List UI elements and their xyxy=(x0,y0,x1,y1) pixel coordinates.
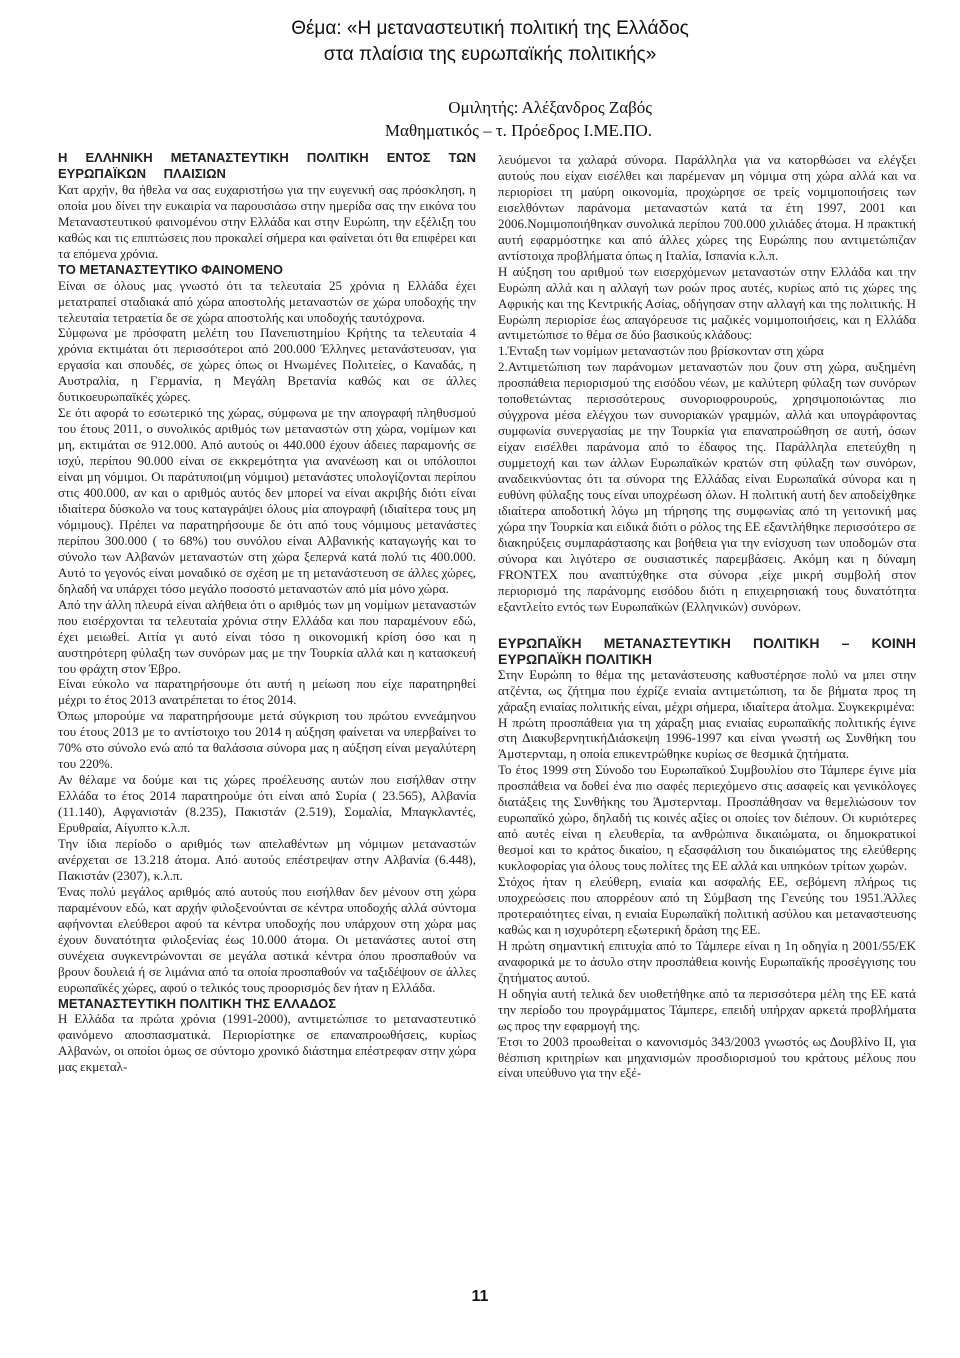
paragraph: Είναι σε όλους μας γνωστό ότι τα τελευταία 25 χρόνια η Ελλάδα έχει μετατραπεί σταδιακά από χώρα αποστολής μεταναστών σε χώρα υποδοχής την τελευταία τετραετία δε σε χώρα αποστολής και υποδοχής ταυτόχρονα. xyxy=(58,277,476,325)
paragraph: λευόμενοι τα χαλαρά σύνορα. Παράλληλα για να κατορθώσει να ελέγξει αυτούς που είχαν εισέλθει και παρέμεναν μη νόμιμα στη χώρα αλλά και να περιορίσει τη μαύρη οικονομία, προχώρησε σε τρείς νομιμοποιήσεις των εισελθόντων παράνομα μεταναστών κατά τα έτη 1997, 2001 και 2006.Νομιμοποιήθηκαν συνολικά περίπου 700.000 χιλιάδες άτομα. Η πρακτική αυτή εφαρμόστηκε και από άλλες χώρες της Ευρώπης που αντιμετώπιζαν αντίστοιχα προβλήματα όπως η Ιταλία, Ισπανία κ.λ.π. xyxy=(498,152,916,263)
page-number: 11 xyxy=(471,1288,489,1305)
paragraph: Όπως μπορούμε να παρατηρήσουμε μετά σύγκριση του πρώτου εννεάμηνου του έτους 2013 με το αντίστοιχο του 2014 η αύξηση φαίνεται να υπερβαίνει το 70% στο σύνολο ενώ από τα θαλάσσια σύνορα μας η αύξηση είναι μεγαλύτερη του 220%. xyxy=(58,708,476,772)
speaker-role: Μαθηματικός – τ. Πρόεδρος Ι.ΜΕ.ΠΟ. xyxy=(384,121,652,140)
paragraph: Η πρώτη προσπάθεια για τη χάραξη μιας ενιαίας ευρωπαϊκής πολιτικής έγινε στη ΔιακυβερνητικήΔιάσκεψη 1996-1997 και είναι γνωστή ως Συνθήκη του Άμστερνταμ, η οποία επικεντρώθηκε κυρίως σε θεσμικά ζητήματα. xyxy=(498,714,916,762)
paragraph: Από την άλλη πλευρά είναι αλήθεια ότι ο αριθμός των μη νομίμων μεταναστών που εισέρχονται τα τελευταία χρόνια στην Ελλάδα και που παραμένουν εδώ, έχει μειωθεί. Αιτία γι αυτό είναι τόσο η οικονομική κρίση όσο και η αυστηρότερη φύλαξη των συνόρων μας με την Τουρκία αλλά και η κατασκευή του φράχτη στον Έβρο. xyxy=(58,596,476,676)
speaker-block xyxy=(240,96,652,142)
section-heading-european-policy: ΕΥΡΩΠΑΪΚΗ ΜΕΤΑΝΑΣΤΕΥΤΙΚΗ ΠΟΛΙΤΙΚΗ – ΚΟΙΝΗ ΕΥΡΩΠΑΪΚΗ ΠΟΛΙΤΙΚΗ xyxy=(498,634,916,667)
paragraph: Την ίδια περίοδο ο αριθμός των απελαθέντων μη νόμιμων μεταναστών ανέρχεται σε 13.218 άτομα. Από αυτούς επέστρεψαν στην Αλβανία (6.448), Πακιστάν (2307), κ.λ.π. xyxy=(58,835,476,883)
paragraph: Το έτος 1999 στη Σύνοδο του Ευρωπαϊκού Συμβουλίου στο Τάμπερε έγινε μία προσπάθεια να δοθεί ένα πιο σαφές περιεχόμενο στις ασαφείς και γενικόλογες διατάξεις της Συνθήκης του Άμστερνταμ. Προσπάθησαν να θεμελιώσουν τον ευρωπαϊκό χώρο, δηλαδή τις κοινές αξίες οι οποίες τον διέπουν. Οι κυριότερες από αυτές είναι η ελευθερία, τα ανθρώπινα δικαιώματα, οι δημοκρατικοί θεσμοί και το κράτος δικαίου, η εξασφάλιση του δικαιώματος της ελεύθερης κυκλοφορίας για όλους τους πολίτες της ΕΕ αλλά και υπηκόων τρίτων χωρών. xyxy=(498,762,916,874)
section-heading-greek-migration-policy: ΜΕΤΑΝΑΣΤΕΥΤΙΚΗ ΠΟΛΙΤΙΚΗ ΤΗΣ ΕΛΛΑΔΟΣ xyxy=(58,995,337,1011)
title-line-2: στα πλαίσια της ευρωπαϊκής πολιτικής» xyxy=(323,44,657,65)
paragraph: Κατ αρχήν, θα ήθελα να σας ευχαριστήσω για την ευγενική σας πρόσκληση, η οποία μου δίνει την ευκαιρία να παρουσιάσω στην ημερίδα σας την εικόνα του Μεταναστευτικού φαινομένου στην Ελλάδα και στην Ευρώπη, την εξέλιξη του καθώς και τις επιπτώσεις που προκαλεί σήμερα και φαίνεται ότι θα επιφέρει και τα επόμενα χρόνια. xyxy=(58,181,476,261)
paragraph: Σύμφωνα με πρόσφατη μελέτη του Πανεπιστημίου Κρήτης τα τελευταία 4 χρόνια εκτιμάται ότι περισσότεροι από 200.000 Έλληνες μετανάστευσαν, για εργασία και σπουδές, σε χώρες όπως οι Ηνωμένες Πολιτείες, ο Καναδάς, η Αυστραλία, η Γερμανία, η Μεγάλη Βρετανία καθώς και σε άλλες δυτικοευρωπαϊκές χώρες. xyxy=(58,325,476,405)
paragraph: Στην Ευρώπη το θέμα της μετανάστευσης καθυστέρησε πολύ να μπει στην ατζέντα, ως ζήτημα που έχρίζε ενιαία αντιμετώπιση, τα δε βήματα προς τη χάραξη ενιαίας πολιτικής είναι, μέχρι σήμερα, ιδιαίτερα άτολμα. Συγκεκριμένα: xyxy=(498,666,916,714)
section-heading-phenomenon: ΤΟ ΜΕΤΑΝΑΣΤΕΥΤΙΚΟ ΦΑΙΝΟΜΕΝΟ xyxy=(58,261,284,277)
paragraph: Η Ελλάδα τα πρώτα χρόνια (1991-2000), αντιμετώπισε το μεταναστευτικό φαινόμενο αποσπασματικά. Περιορίστηκε σε επαναπροωθήσεις, κυρίως Αλβανών, οι οποίοι όμως σε σύντομο χρονικό διάστημα επέστρεφαν στην χώρα μας εκμεταλ- xyxy=(58,1011,476,1075)
paragraph: Αν θέλαμε να δούμε και τις χώρες προέλευσης αυτών που εισήλθαν στην Ελλάδα το έτος 2014 παρατηρούμε ότι είναι από Συρία ( 23.565), Αλβανία (11.140), Αφγανιστάν (8.235), Πακιστάν (2.519), Σομαλία, Μπαγκλαντές, Ερυθραία, Αίγυπτο κ.λ.π. xyxy=(58,772,476,836)
paragraph: Έτσι το 2003 προωθείται ο κανονισμός 343/2003 γνωστός ως Δουβλίνο ΙΙ, για θέσπιση κριτηρίων και μηχανισμών προσδιορισμού του κράτους μέλους που είναι υπεύθυνο για την εξέ- xyxy=(498,1033,916,1081)
list-item: 2.Αντιμετώπιση των παράνομων μεταναστών που ζουν στη χώρα, αυξημένη προσπάθεια περιορισμού της εισόδου νέων, με καλύτερη φύλαξη των συνόρων τοποθετώντας περισσότερους συνοριοφρουρούς, χρησιμοποιώντας πιο σύγχρονα μέσα ελέγχου των συνοριακών γραμμών, αλλά και υπογράφοντας συμφωνία συνεργασίας με την Τουρκία για επαναπροώθηση σε αυτή, όσων είχαν εισέλθει παράνομα από το έδαφος της. Παράλληλα επετεύχθη η συμμετοχή και των άλλων Ευρωπαϊκών κρατών στη φύλαξη των συνόρων, αναδεικνύοντας ότι τα σύνορα της Ελλάδας είναι Ευρωπαϊκά σύνορα και η ευθύνη φύλαξης τους είναι υποχρέωση όλων. Η πολιτική αυτή δεν αποδείχθηκε ιδιαίτερα αποδοτική λόγω μη τήρησης της συμφωνίας από τη γειτονική μας χώρα την Τουρκία και ειδικά διότι ο ρόλος της ΕΕ εξαντλήθηκε περισσότερο σε διακηρύξεις συμπαράστασης και βοήθεια για την ενίσχυση των υποδομών στα σύνορα και λιγότερο σε ουσιαστικές παρεμβάσεις. Ακόμη και η δύναμη FRONTEX που αναπτύχθηκε στα σύνορα ,είχε μικρή συμβολή στον περιορισμό της παράνομης εισόδου διότι η επιχειρησιακή τους δυνατότητα εξαντλείτο εντός των Ευρωπαϊκών (Ελληνικών) συνόρων. xyxy=(498,359,916,614)
title-line-1: Θέμα: «Η μεταναστευτική πολιτική της Ελλάδος xyxy=(291,18,689,39)
right-column xyxy=(498,152,916,1081)
section-heading-greek-policy: Η ΕΛΛΗΝΙΚΗ ΜΕΤΑΝΑΣΤΕΥΤΙΚΗ ΠΟΛΙΤΙΚΗ ΕΝΤΟΣ ΤΩΝ ΕΥΡΩΠΑΪΚΩΝ ΠΛΑΙΣΙΩΝ xyxy=(58,150,476,181)
paragraph: Η πρώτη σημαντική επιτυχία από το Τάμπερε είναι η 1η οδηγία η 2001/55/ΕΚ αναφορικά με το άσυλο στην προσπάθεια κοινής Ευρωπαϊκής προσέγγισης του ζητήματος αυτού. xyxy=(498,937,916,985)
paragraph: Η οδηγία αυτή τελικά δεν υιοθετήθηκε από τα περισσότερα μέλη της ΕΕ κατά την περίοδο του προγράμματος Τάμπερε, επειδή υπήρχαν αρκετά προβλήματα ως προς την εφαρμογή της. xyxy=(498,985,916,1033)
list-item: 1.Ένταξη των νομίμων μεταναστών που βρίσκονταν στη χώρα xyxy=(498,343,824,359)
paragraph: Η αύξηση του αριθμού των εισερχόμενων μεταναστών στην Ελλάδα και την Ευρώπη αλλά και η αλλαγή των ροών προς αυτές, κυρίως από τις χώρες της Αφρικής και της Κεντρικής Ασίας, οδήγησαν στην αλλαγή και της πολιτικής. Η Ευρώπη περιορίσε έως απαγόρευσε τις μαζικές νομιμοποιήσεις, και η Ελλάδα αντιμετώπισε το θέμα σε δύο βασικούς κλάδους: xyxy=(498,263,916,343)
article-title xyxy=(230,16,750,68)
paragraph: Ένας πολύ μεγάλος αριθμός από αυτούς που εισήλθαν δεν μένουν στη χώρα παραμένουν εδώ, κατ αρχήν φιλοξενούνται σε κέντρα υποδοχής αλλά σύντομα αφήνονται ελεύθεροι αφού τα κέντρα υποδοχής που υπάρχουν στη χώρα μας έχουν δυνατότητα φιλοξενίας έως 10.000 άτομα. Οι μετανάστες αυτοί στη συνέχεια συγκεντρώνονται σε μεγάλα αστικά κέντρα όπου προσπαθούν να βρουν δουλειά ή σε λιμάνια από τα οποία προσπαθούν να ταξιδέψουν σε άλλες ευρωπαϊκές χώρες, αφού ο τελικός τους προορισμός δεν ήταν η Ελλάδα. xyxy=(58,883,476,995)
paragraph: Είναι εύκολο να παρατηρήσουμε ότι αυτή η μείωση που είχε παρατηρηθεί μέχρι το έτος 2013 ανατρέπεται το έτος 2014. xyxy=(58,676,476,708)
paragraph: Στόχος ήταν η ελεύθερη, ενιαία και ασφαλής ΕΕ, σεβόμενη πλήρως τις υποχρεώσεις που απορρέουν από τη Σύμβαση της Γενεύης του 1951.Άλλες προτεραιότητες είναι, η ενιαία Ευρωπαϊκή πολιτική ασύλου και μεταναστευσης καθώς και η ισχυρότερη εξωτερική δράση της ΕΕ. xyxy=(498,874,916,937)
speaker-name: Ομιλητής: Αλέξανδρος Ζαβός xyxy=(448,98,652,117)
paragraph: Σε ότι αφορά το εσωτερικό της χώρας, σύμφωνα με την απογραφή πληθυσμού του έτους 2011, ο συνολικός αριθμός των μεταναστών στη χώρα, νομίμων και μη, εκτιμάται σε 912.000. Από αυτούς οι 440.000 έχουν άδειες παραμονής σε ισχύ, περίπου 90.000 είναι σε εκκρεμότητα για ανανέωση και οι υπόλοιποι είναι μη νόμιμοι. Οι παράτυποι(μη νόμιμοι) μετανάστες υπολογίζονται περίπου στις 400.000, αν και ο αριθμός αυτός δεν μπορεί να είναι ακριβής διότι είναι ιδιαίτερα δύσκολο να τους καταγράψει όλους μία απογραφή (ιδιαίτερα τους μη νόμιμους). Πρέπει να παρατηρήσουμε δε ότι από τους νόμιμους μετανάστες περίπου 300.000 ( το 68%) του συνόλου είναι Αλβανικής καταγωγής και το σύνολο των Αλβανών μεταναστών στη χώρα ξεπερνά κατά πολύ τις 400.000. Αυτό το γεγονός είναι μοναδικό σε σχέση με τη μετανάστευση σε άλλες χώρες, δηλαδή να υπάρχει τόσο μεγάλο ποσοστό μεταναστών από μία μόνο χώρα. xyxy=(58,405,476,596)
left-column xyxy=(58,150,476,1075)
